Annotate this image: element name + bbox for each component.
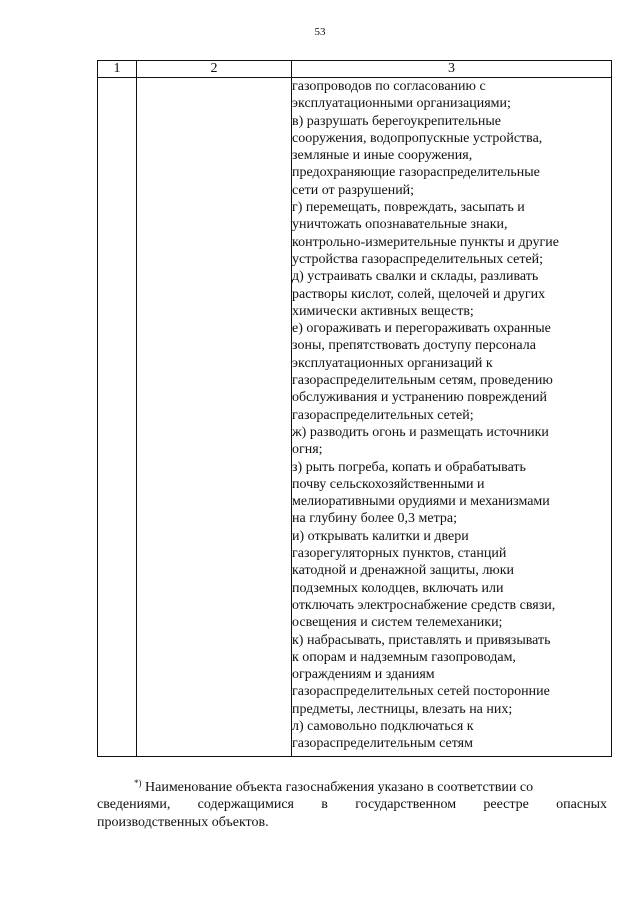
text-line: химически активных веществ;: [292, 303, 474, 319]
text-line: з) рыть погреба, копать и обрабатывать: [292, 459, 526, 475]
text-line: газопроводов по согласованию с: [292, 79, 486, 94]
text-line: к опорам и надземным газопроводам,: [292, 649, 516, 665]
text-line: устройства газораспределительных сетей;: [292, 251, 544, 267]
cell-col2: [137, 78, 292, 757]
page-number: 53: [314, 26, 326, 38]
column-header-2: 2: [137, 61, 292, 78]
text-line: сети от разрушений;: [292, 182, 415, 198]
text-line: освещения и систем телемеханики;: [292, 615, 503, 631]
text-line: огня;: [292, 442, 323, 458]
text-line: зоны, препятствовать доступу персонала: [292, 338, 536, 354]
text-line: предметы, лестницы, влезать на них;: [292, 701, 513, 717]
text-line: эксплуатационных организаций к: [292, 355, 493, 371]
cell-col1: [98, 78, 137, 757]
footnote-text-line-3: производственных объектов.: [97, 814, 269, 830]
text-line: к) набрасывать, приставлять и привязывать: [292, 632, 551, 648]
text-line: предохраняющие газораспределительные: [292, 165, 540, 181]
footnote-text-line-1: Наименование объекта газоснабжения указано в соответствии со: [145, 780, 534, 795]
text-line: сооружения, водопропускные устройства,: [292, 130, 543, 146]
text-line: и) открывать калитки и двери: [292, 528, 469, 544]
column-header-3: 3: [292, 61, 612, 78]
regulation-table: [97, 60, 612, 757]
text-line: ж) разводить огонь и размещать источники: [292, 424, 549, 440]
text-line: почву сельскохозяйственными и: [292, 476, 485, 492]
table-row: [98, 78, 612, 757]
text-line: ограждениям и зданиям: [292, 667, 435, 683]
text-line: подземных колодцев, включать или: [292, 580, 504, 596]
text-line: е) огораживать и перегораживать охранные: [292, 321, 551, 337]
text-line: катодной и дренажной защиты, люки: [292, 563, 515, 579]
text-line: мелиоративными орудиями и механизмами: [292, 494, 550, 510]
footnote-first-line: [97, 775, 607, 796]
text-line: газорегуляторных пунктов, станций: [292, 546, 507, 562]
text-line: л) самовольно подключаться к: [292, 718, 474, 734]
cell-col3: [292, 78, 612, 757]
text-line: д) устраивать свалки и склады, разливать: [292, 269, 539, 285]
footnote-marker: *): [134, 778, 142, 788]
text-line: газораспределительных сетей посторонние: [292, 684, 550, 700]
text-line: газораспределительным сетям: [292, 736, 473, 752]
column-header-1: 1: [98, 61, 137, 78]
footnote-text-line-2: сведениями, содержащимися в государственном реестре опасных: [97, 797, 607, 813]
footnote: [97, 775, 607, 831]
text-line: газораспределительным сетям, проведению: [292, 373, 553, 389]
text-line: г) перемещать, повреждать, засыпать и: [292, 200, 525, 216]
text-line: уничтожать опознавательные знаки,: [292, 217, 508, 233]
table-header-row: [98, 61, 612, 78]
text-line: растворы кислот, солей, щелочей и других: [292, 286, 546, 302]
text-line: в) разрушать берегоукрепительные: [292, 113, 502, 129]
text-line: контрольно-измерительные пункты и другие: [292, 234, 559, 250]
text-line: обслуживания и устранению повреждений: [292, 390, 548, 406]
text-line: газораспределительных сетей;: [292, 407, 474, 423]
text-line: на глубину более 0,3 метра;: [292, 511, 457, 527]
text-line: эксплуатационными организациями;: [292, 96, 511, 112]
text-line: земляные и иные сооружения,: [292, 148, 473, 164]
text-line: отключать электроснабжение средств связи,: [292, 597, 556, 613]
